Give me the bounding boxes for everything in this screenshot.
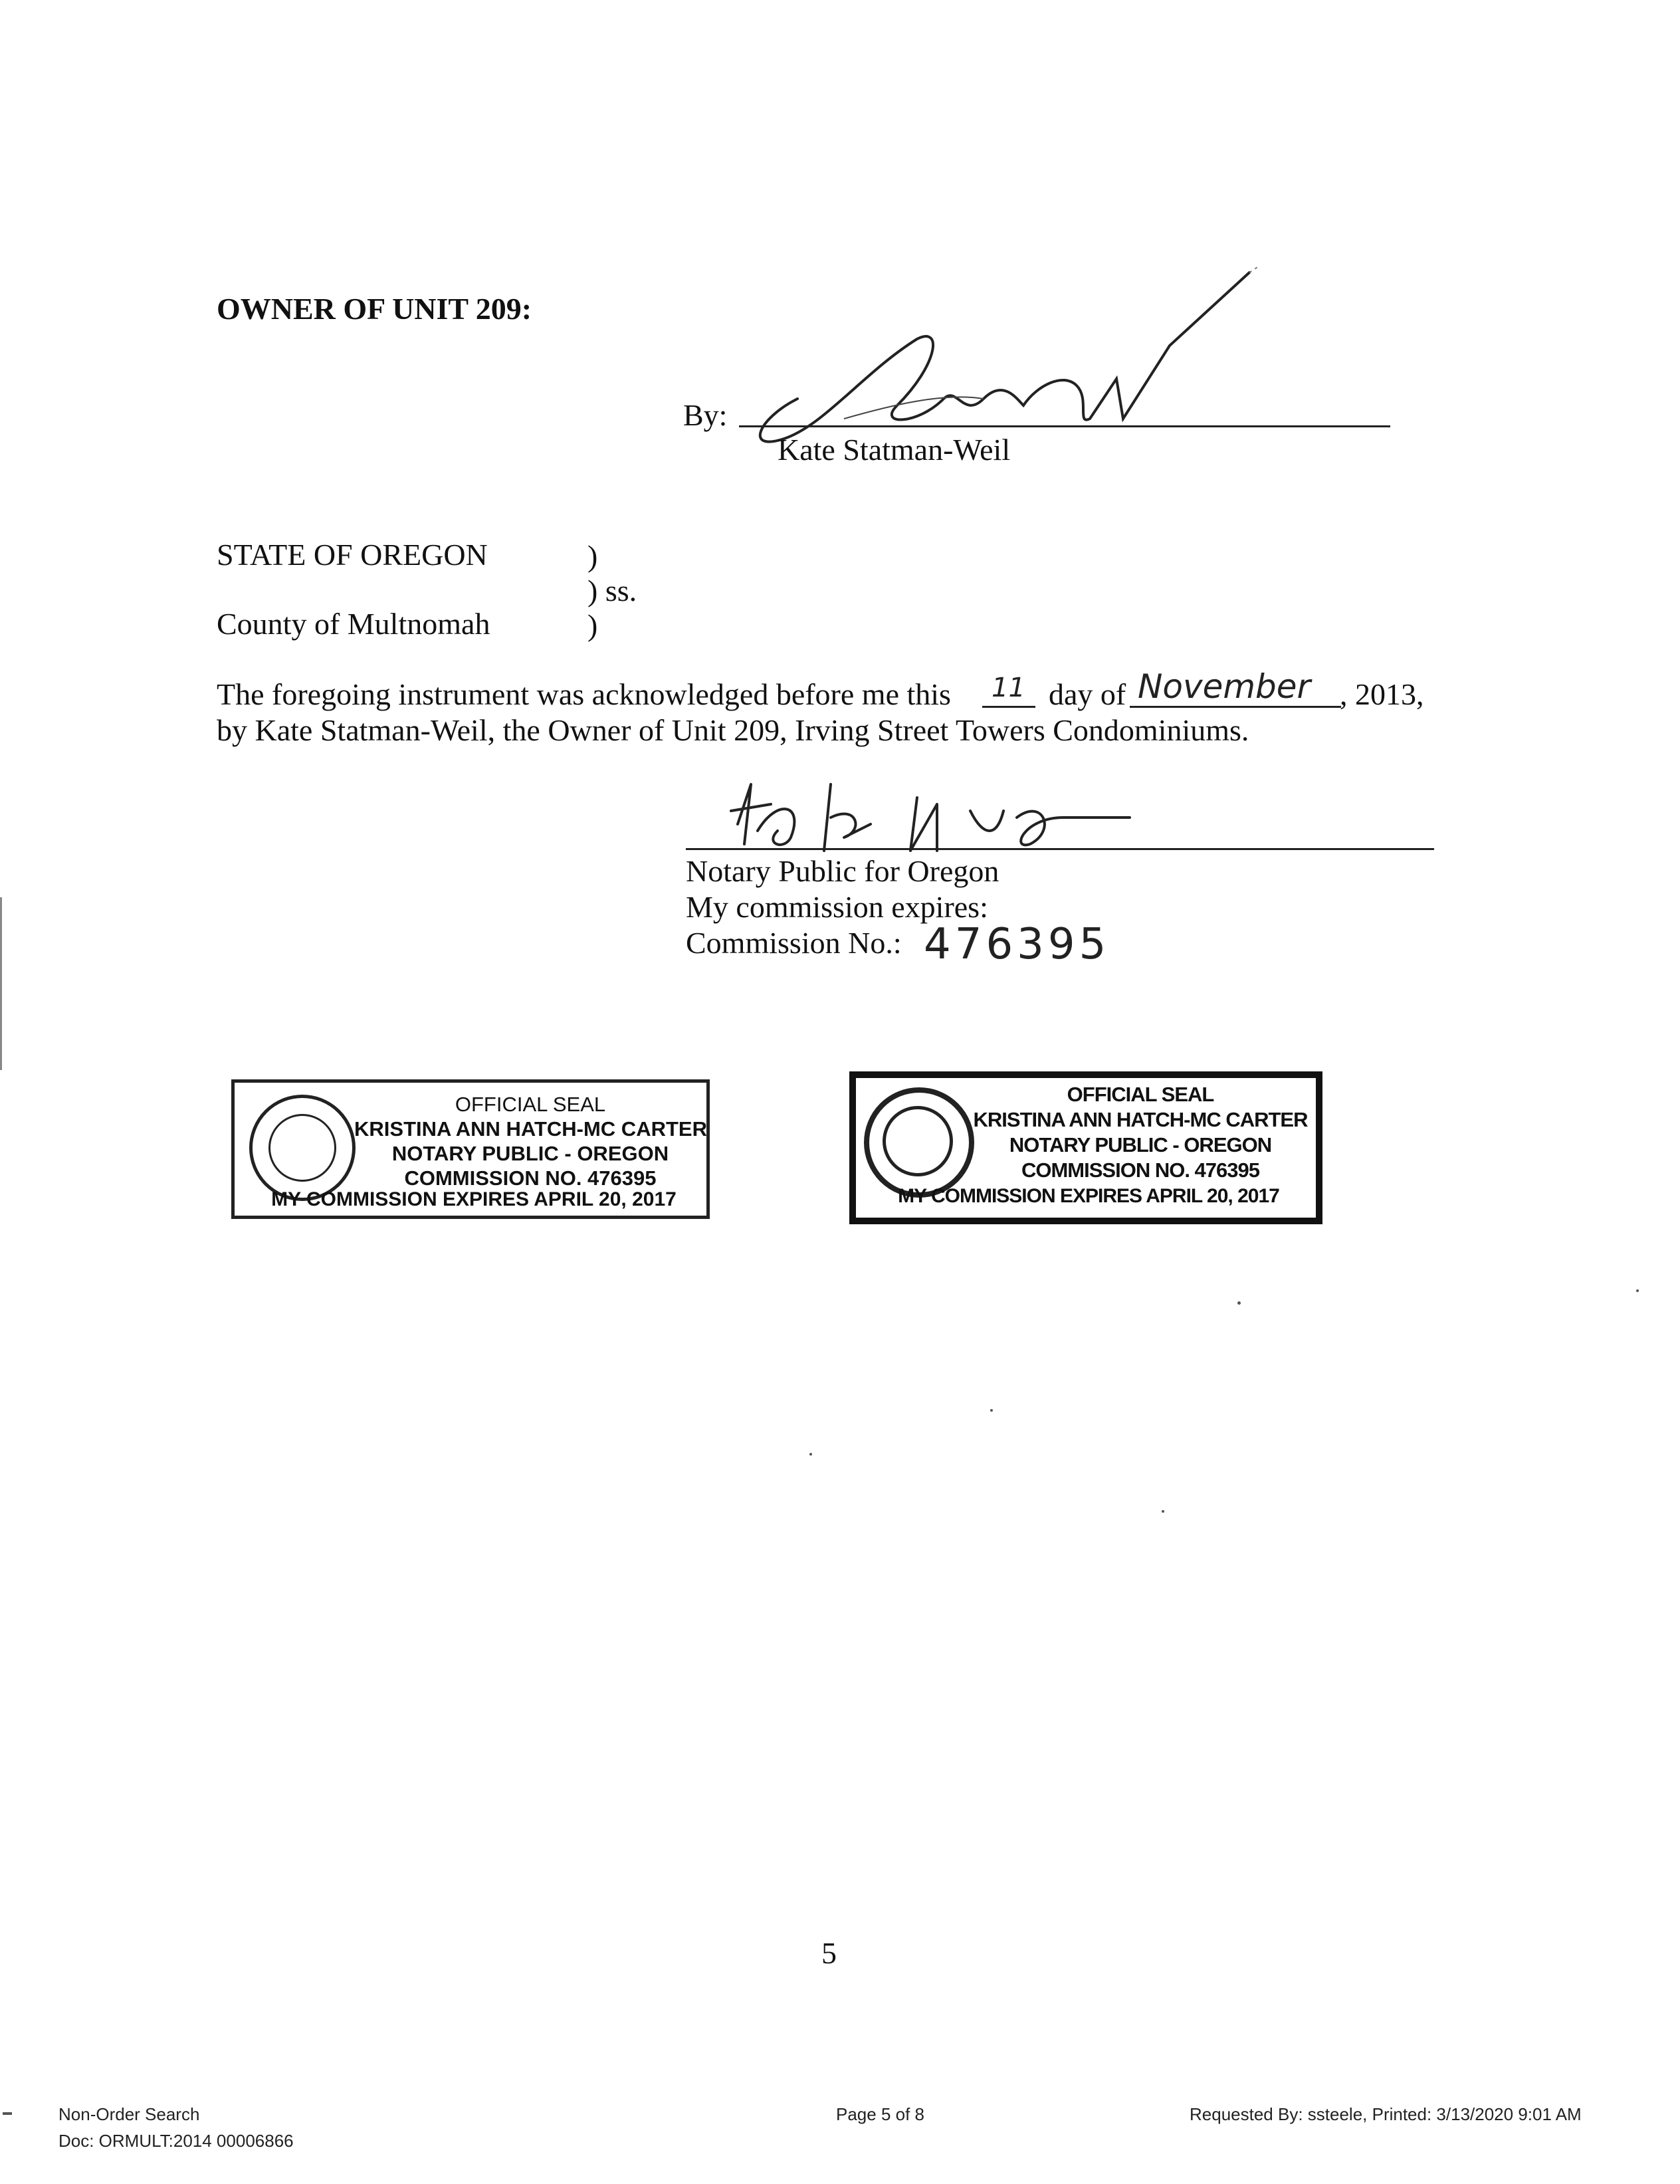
footer-left-line2: Doc: ORMULT:2014 00006866 [58, 2131, 294, 2151]
scan-speck [990, 1409, 993, 1412]
seal-right-line4: COMMISSION NO. 476395 [1021, 1158, 1259, 1182]
notary-commission-no-label: Commission No.: [686, 926, 902, 960]
footer-left-line1: Non-Order Search [58, 2104, 200, 2124]
notary-title: Notary Public for Oregon [686, 854, 999, 888]
ack-day-handwritten: 11 [992, 673, 1025, 703]
seal-right-line5: MY COMMISSION EXPIRES APRIL 20, 2017 [898, 1185, 1279, 1207]
month-blank [1130, 706, 1341, 708]
scan-speck [1636, 1289, 1639, 1292]
seal-left-line1: OFFICIAL SEAL [455, 1093, 606, 1116]
seal-right-line1: OFFICIAL SEAL [1067, 1083, 1214, 1106]
seal-left-line2: KRISTINA ANN HATCH-MC CARTER [354, 1117, 707, 1141]
owner-heading: OWNER OF UNIT 209: [217, 292, 532, 326]
notary-commission-no-handwritten: 476395 [924, 920, 1110, 969]
scan-speck [1162, 1510, 1164, 1513]
page-number: 5 [821, 1936, 837, 1970]
scan-speck [1237, 1301, 1241, 1305]
official-seal-left [231, 1079, 710, 1219]
day-blank [982, 706, 1035, 708]
ack-day-of: day of [1049, 677, 1126, 711]
notary-commission-expires: My commission expires: [686, 890, 988, 924]
scan-edge [0, 897, 2, 1070]
venue-county: County of Multnomah [217, 607, 490, 641]
seal-right-line2: KRISTINA ANN HATCH-MC CARTER [973, 1108, 1308, 1131]
seal-right-line3: NOTARY PUBLIC - OREGON [1009, 1133, 1272, 1156]
seal-left-line3: NOTARY PUBLIC - OREGON [391, 1142, 669, 1165]
venue-paren-bottom: ) [587, 608, 598, 642]
venue-state: STATE OF OREGON [217, 538, 488, 572]
notary-signature [718, 771, 1143, 864]
oregon-state-seal-icon [249, 1095, 356, 1201]
scan-speck [3, 2112, 12, 2115]
venue-ss: ) ss. [587, 574, 637, 607]
by-label: By: [683, 398, 728, 432]
scan-speck [809, 1453, 812, 1456]
footer-center: Page 5 of 8 [836, 2104, 924, 2124]
venue-paren-top: ) [587, 539, 598, 573]
footer-right: Requested By: ssteele, Printed: 3/13/2020 9:01 AM [1190, 2104, 1582, 2124]
signer-name: Kate Statman-Weil [778, 433, 1011, 467]
seal-left-line5: MY COMMISSION EXPIRES APRIL 20, 2017 [271, 1188, 677, 1210]
oregon-state-seal-icon [864, 1087, 974, 1198]
official-seal-right [849, 1071, 1322, 1224]
notary-signature-line [686, 848, 1434, 850]
ack-year: , 2013, [1340, 677, 1424, 711]
ack-month-handwritten: November [1138, 667, 1311, 706]
seal-left-line4: COMMISSION NO. 476395 [404, 1166, 657, 1190]
ack-prefix: The foregoing instrument was acknowledged before me this [217, 677, 951, 711]
ack-line2: by Kate Statman-Weil, the Owner of Unit 209, Irving Street Towers Condominiums. [217, 713, 1249, 747]
